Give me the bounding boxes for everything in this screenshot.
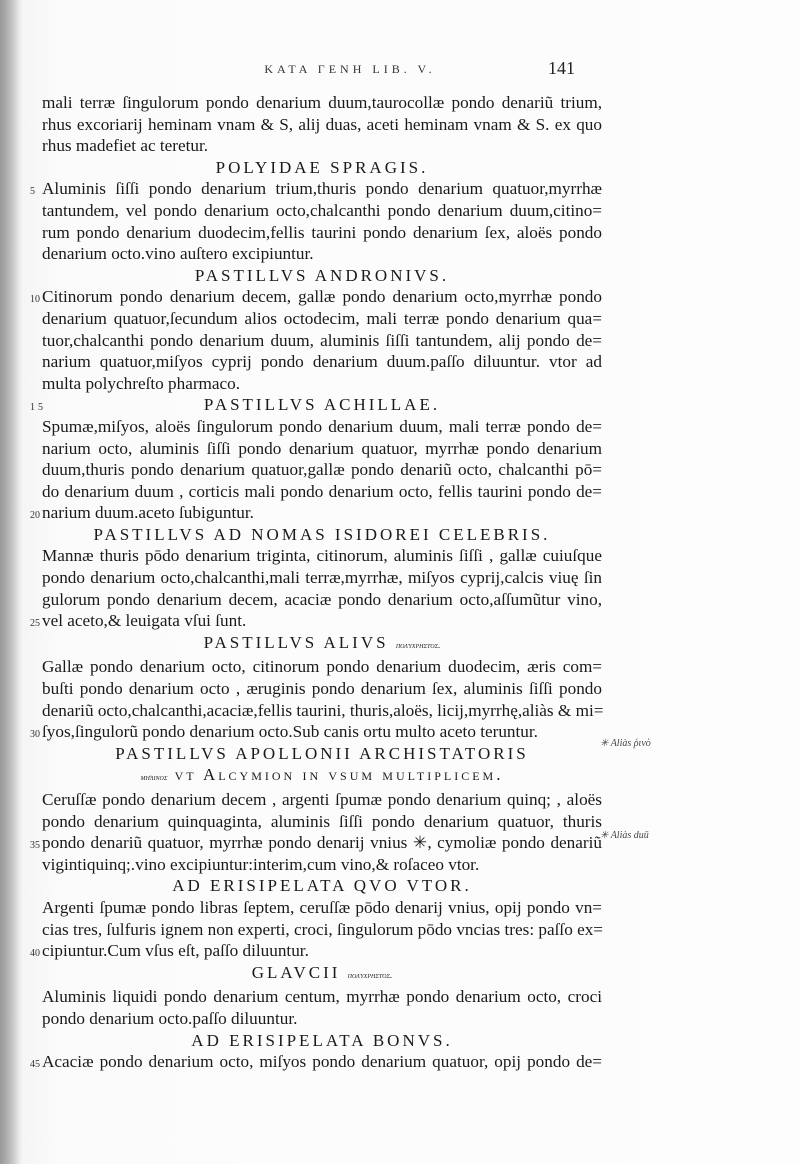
line-text: pondo denarium octo.paſſo diluuntur.: [42, 1008, 298, 1028]
margin-note: ✳ Aliàs ῥινὸ: [600, 738, 651, 749]
line-text: PASTILLVS APOLLONII ARCHISTATORIS: [115, 743, 529, 763]
text-line: [42, 114, 602, 136]
line-text: do denarium duum , corticis mali pondo denarium octo, fellis taurini pondo de=: [42, 481, 602, 501]
line-text: POLYIDAE SPRAGIS.: [215, 157, 429, 177]
text-line: [30, 940, 602, 962]
section-heading: [42, 962, 602, 987]
text-line: [42, 330, 602, 352]
section-heading: [42, 524, 602, 546]
text-line: [42, 1008, 602, 1030]
text-line: [42, 459, 602, 481]
text-line: [30, 721, 602, 743]
line-text: rum pondo denarium duodecim,fellis taurini pondo denarium ſex, aloës pondo: [42, 222, 602, 242]
text-line: [42, 200, 602, 222]
line-text: Argenti ſpumæ pondo libras ſeptem, ceruſſæ pōdo denarij vnius, opij pondo vn=: [42, 897, 602, 917]
line-text: Aluminis liquidi pondo denarium centum, myrrhæ pondo denarium octo, croci: [42, 987, 602, 1007]
line-text: cias tres, ſulfuris ignem non experti, croci, ſingulorum pōdo vncias tres: paſſo ex=: [42, 919, 603, 939]
text-line: [42, 919, 602, 941]
line-text: pondo denarium octo,chalcanthi,mali terræ,myrrhæ, miſyos cyprij,calcis viuę ſin: [42, 568, 602, 588]
section-heading: [42, 1030, 602, 1052]
line-text: multa polychreſto pharmaco.: [42, 373, 241, 393]
text-line: [30, 178, 602, 200]
line-number: 5: [30, 186, 35, 198]
text-line: [42, 811, 602, 833]
text-line: [42, 416, 602, 438]
text-line: [42, 545, 602, 567]
text-line: [42, 789, 602, 811]
section-heading: [42, 632, 602, 657]
text-line: [42, 897, 602, 919]
text-line: [42, 481, 602, 503]
running-head: KATA ΓΕΝΗ LIB. V.: [264, 62, 436, 76]
line-text: denarium octo.vino auſtero excipiuntur.: [42, 244, 314, 264]
line-number: 30: [30, 729, 40, 741]
text-line: [42, 700, 602, 722]
line-text: buſti pondo denarium octo , æruginis pondo denarium ſex, aluminis ſiſſi pondo: [42, 679, 602, 699]
text-line: [42, 373, 602, 395]
line-number: 25: [30, 618, 40, 630]
margin-note: ✳ Aliàs duū: [600, 830, 649, 841]
line-text: rhus excoriarij heminam vnam & S, alij duas, aceti heminam vnam & S. ex quo: [42, 114, 602, 134]
text-line: [42, 92, 602, 114]
line-text: narium octo, aluminis ſiſſi pondo denarium quatuor, myrrhæ pondo denarium: [42, 438, 602, 458]
text-line: [42, 854, 602, 876]
line-text: denarium quatuor,ſecundum alios octodecim, mali terræ pondo denarium qua=: [42, 308, 602, 328]
line-text: AD ERISIPELATA BONVS.: [191, 1030, 453, 1050]
line-text: duum,thuris pondo denarium quatuor,gallæ pondo denariũ octo, chalcanthi pō=: [42, 460, 602, 480]
text-line: [42, 589, 602, 611]
line-number: 35: [30, 840, 40, 852]
line-text: Gallæ pondo denarium octo, citinorum pondo denarium duodecim, æris com=: [42, 657, 602, 677]
section-heading: [42, 764, 602, 789]
line-text: GLAVCII: [251, 962, 341, 982]
text-line: [42, 656, 602, 678]
line-text: PASTILLVS ACHILLAE.: [203, 395, 441, 415]
line-text: mali terræ ſingulorum pondo denarium duum,taurocollæ pondo denariũ trium,: [42, 93, 602, 112]
text-line: [42, 438, 602, 460]
gutter-shadow: [0, 0, 22, 1164]
line-text: vel aceto,& leuigata vſui ſunt.: [42, 611, 247, 631]
line-text: Acaciæ pondo denarium octo, miſyos pondo denarium quatuor, opij pondo de=: [42, 1052, 602, 1072]
greek-annotation: πολύχρηστος.: [347, 969, 393, 980]
greek-annotation: πολύχρηστος.: [395, 639, 441, 650]
line-number: 45: [30, 1059, 40, 1071]
section-heading: [42, 157, 602, 179]
line-text: PASTILLVS ALIVS: [203, 632, 389, 652]
text-line: [42, 567, 602, 589]
text-line: [30, 610, 602, 632]
line-text: tantundem, vel pondo denarium octo,chalcanthi pondo denarium duum,citino=: [42, 200, 602, 220]
line-text: Citinorum pondo denarium decem, gallæ pondo denarium octo,myrrhæ pondo: [42, 287, 602, 307]
line-text: PASTILLVS AD NOMAS ISIDOREI CELEBRIS.: [93, 524, 551, 544]
section-heading: [30, 394, 602, 416]
text-line: [30, 502, 602, 524]
text-block: [30, 92, 604, 1073]
section-heading: [42, 743, 602, 765]
line-text: Mannæ thuris pōdo denarium triginta, citinorum, aluminis ſiſſi , gallæ cuiuſque: [42, 546, 602, 566]
text-line: [30, 286, 602, 308]
folio-number: 141: [548, 58, 575, 78]
line-number: 40: [30, 948, 40, 960]
text-line: [42, 351, 602, 373]
text-line: [42, 678, 602, 700]
text-line: [42, 308, 602, 330]
line-text: tuor,chalcanthi pondo denarium duum, aluminis ſiſſi tantundem, alij pondo de=: [42, 330, 602, 350]
line-text: ſyos,ſingulorũ pondo denarium octo.Sub canis ortu multo aceto teruntur.: [42, 722, 538, 742]
line-text: pondo denarium quinquaginta, aluminis ſiſſi pondo denarium quatuor, thuris: [42, 811, 602, 831]
line-text: denariũ octo,chalcanthi,acaciæ,fellis taurini, thuris,aloës, licij,myrrhę,aliàs & mi=: [42, 700, 604, 720]
line-text: Aluminis ſiſſi pondo denarium trium,thuris pondo denarium quatuor,myrrhæ: [42, 179, 602, 199]
text-line: [42, 135, 602, 157]
text-line: [42, 986, 602, 1008]
line-number: 20: [30, 510, 40, 522]
text-line: [42, 222, 602, 244]
line-text: narium duum.aceto ſubiguntur.: [42, 503, 254, 523]
line-text: narium quatuor,miſyos cyprij pondo denarium duum.paſſo diluuntur. vtor ad: [42, 352, 602, 372]
greek-annotation: μῆλινος: [140, 772, 168, 783]
text-line: [30, 832, 602, 854]
line-text: PASTILLVS ANDRONIVS.: [194, 265, 450, 285]
line-text: gulorum pondo denarium decem, acaciæ pondo denarium octo,aſſumũtur vino,: [42, 589, 602, 609]
line-text: pondo denariũ quatuor, myrrhæ pondo denarij vnius ✳, cymoliæ pondo denariũ: [42, 833, 602, 853]
line-text: Spumæ,miſyos, aloës ſingulorum pondo denarium duum, mali terræ pondo de=: [42, 416, 602, 436]
line-text: rhus madefiet ac teretur.: [42, 136, 209, 156]
text-line: [30, 1051, 602, 1073]
line-text: Ceruſſæ pondo denarium decem , argenti ſpumæ pondo denarium quinq; , aloës: [42, 790, 602, 809]
line-number: 10: [30, 294, 40, 306]
text-line: [42, 243, 602, 265]
section-heading: [42, 265, 602, 287]
line-text: vigintiquinq;.vino excipiuntur:interim,cum vino,& roſaceo vtor.: [42, 854, 480, 874]
line-number: 15: [30, 402, 46, 414]
line-text: vt Alcymion in vſum multiplicem.: [174, 765, 504, 785]
section-heading: [42, 875, 602, 897]
line-text: cipiuntur.Cum vſus eſt, paſſo diluuntur.: [42, 941, 309, 961]
line-text: AD ERISIPELATA QVO VTOR.: [172, 876, 472, 896]
